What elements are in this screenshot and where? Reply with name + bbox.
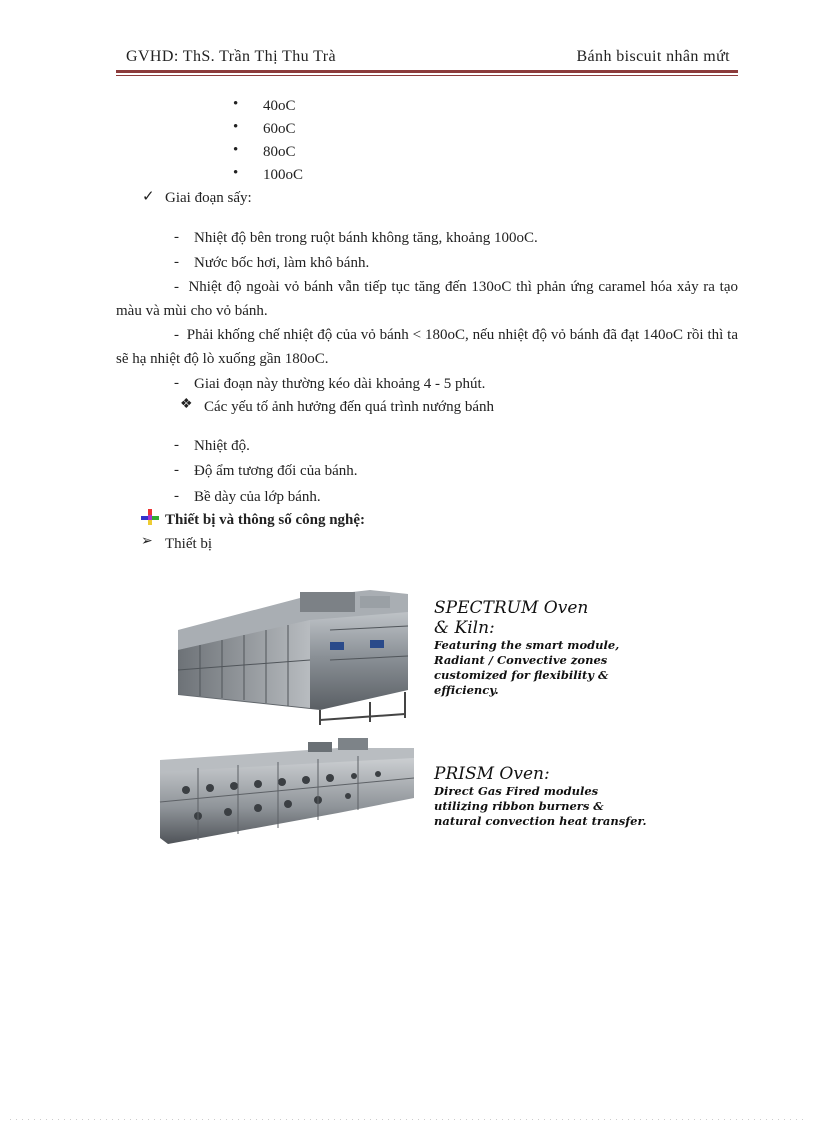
factor-item: Bề dày của lớp bánh. bbox=[194, 489, 321, 505]
bullet-dot: • bbox=[233, 119, 239, 135]
spectrum-desc-line: Featuring the smart module, bbox=[434, 638, 620, 652]
dash-marker: - bbox=[174, 279, 189, 295]
dash-marker: - bbox=[174, 462, 179, 478]
dash-marker: - bbox=[174, 437, 179, 453]
spectrum-desc-line: customized for flexibility & bbox=[434, 668, 609, 682]
header-rule-thin bbox=[116, 75, 738, 76]
prism-title: PRISM Oven: bbox=[434, 764, 550, 784]
equipment-subheading: Thiết bị bbox=[165, 536, 213, 552]
bullet-dot: • bbox=[233, 165, 239, 181]
prism-desc-line: utilizing ribbon burners & bbox=[434, 799, 604, 813]
spectrum-desc-line: efficiency. bbox=[434, 683, 499, 697]
drying-point: Nhiệt độ ngoài vỏ bánh vẫn tiếp tục tăng đến 130oC thì phản ứng caramel hóa xảy ra tạo màu và mùi cho vỏ bánh. bbox=[116, 279, 738, 319]
temp-item: 80oC bbox=[263, 144, 296, 160]
prism-desc-line: natural convection heat transfer. bbox=[434, 814, 647, 828]
drying-point: Giai đoạn này thường kéo dài khoảng 4 - 5 phút. bbox=[194, 376, 486, 392]
factor-item: Độ ẩm tương đối của bánh. bbox=[194, 463, 358, 479]
dash-marker: - bbox=[174, 327, 187, 343]
page-header bbox=[126, 46, 730, 68]
dash-marker: - bbox=[174, 488, 179, 504]
temp-item: 60oC bbox=[263, 121, 296, 137]
bullet-dot: • bbox=[233, 96, 239, 112]
spectrum-desc-line: Radiant / Convective zones bbox=[434, 653, 608, 667]
arrowhead-icon: ➢ bbox=[141, 534, 153, 549]
header-rule bbox=[116, 70, 738, 73]
prism-oven-image bbox=[158, 738, 414, 850]
dash-marker: - bbox=[174, 254, 179, 270]
drying-point: Nhiệt độ bên trong ruột bánh không tăng, khoảng 100oC. bbox=[194, 230, 538, 246]
diamond-bullet-icon: ❖ bbox=[180, 397, 193, 412]
equipment-heading: Thiết bị và thông số công nghệ: bbox=[165, 512, 366, 528]
temp-item: 100oC bbox=[263, 167, 304, 183]
spectrum-title-2: & Kiln: bbox=[434, 618, 495, 638]
drying-point-para bbox=[116, 323, 738, 371]
stage-heading: Giai đoạn sấy: bbox=[165, 190, 252, 206]
dash-marker: - bbox=[174, 375, 179, 391]
prism-desc-line: Direct Gas Fired modules bbox=[434, 784, 599, 798]
dash-marker: - bbox=[174, 229, 179, 245]
page-bottom-border bbox=[10, 1119, 806, 1120]
spectrum-title: SPECTRUM Oven bbox=[434, 598, 589, 618]
spectrum-caption bbox=[434, 598, 619, 698]
drying-point-para bbox=[116, 275, 738, 323]
checkmark-icon: ✓ bbox=[142, 189, 155, 205]
colored-blocks-icon bbox=[141, 509, 159, 530]
factor-item: Nhiệt độ. bbox=[194, 438, 250, 454]
header-doc-title: Bánh biscuit nhân mứt bbox=[576, 48, 730, 65]
bullet-dot: • bbox=[233, 142, 239, 158]
drying-point: Nước bốc hơi, làm khô bánh. bbox=[194, 255, 370, 271]
header-instructor: GVHD: ThS. Trần Thị Thu Trà bbox=[126, 48, 336, 65]
spectrum-oven-image bbox=[170, 590, 410, 725]
prism-caption bbox=[434, 764, 647, 829]
drying-point: Phải khống chế nhiệt độ của vỏ bánh < 180oC, nếu nhiệt độ vỏ bánh đã đạt 140oC rồi thì ta sẽ hạ nhiệt độ lò xuống gần 180oC. bbox=[116, 327, 738, 367]
factors-heading: Các yếu tố ảnh hưởng đến quá trình nướng bánh bbox=[204, 399, 494, 415]
temp-item: 40oC bbox=[263, 98, 296, 114]
